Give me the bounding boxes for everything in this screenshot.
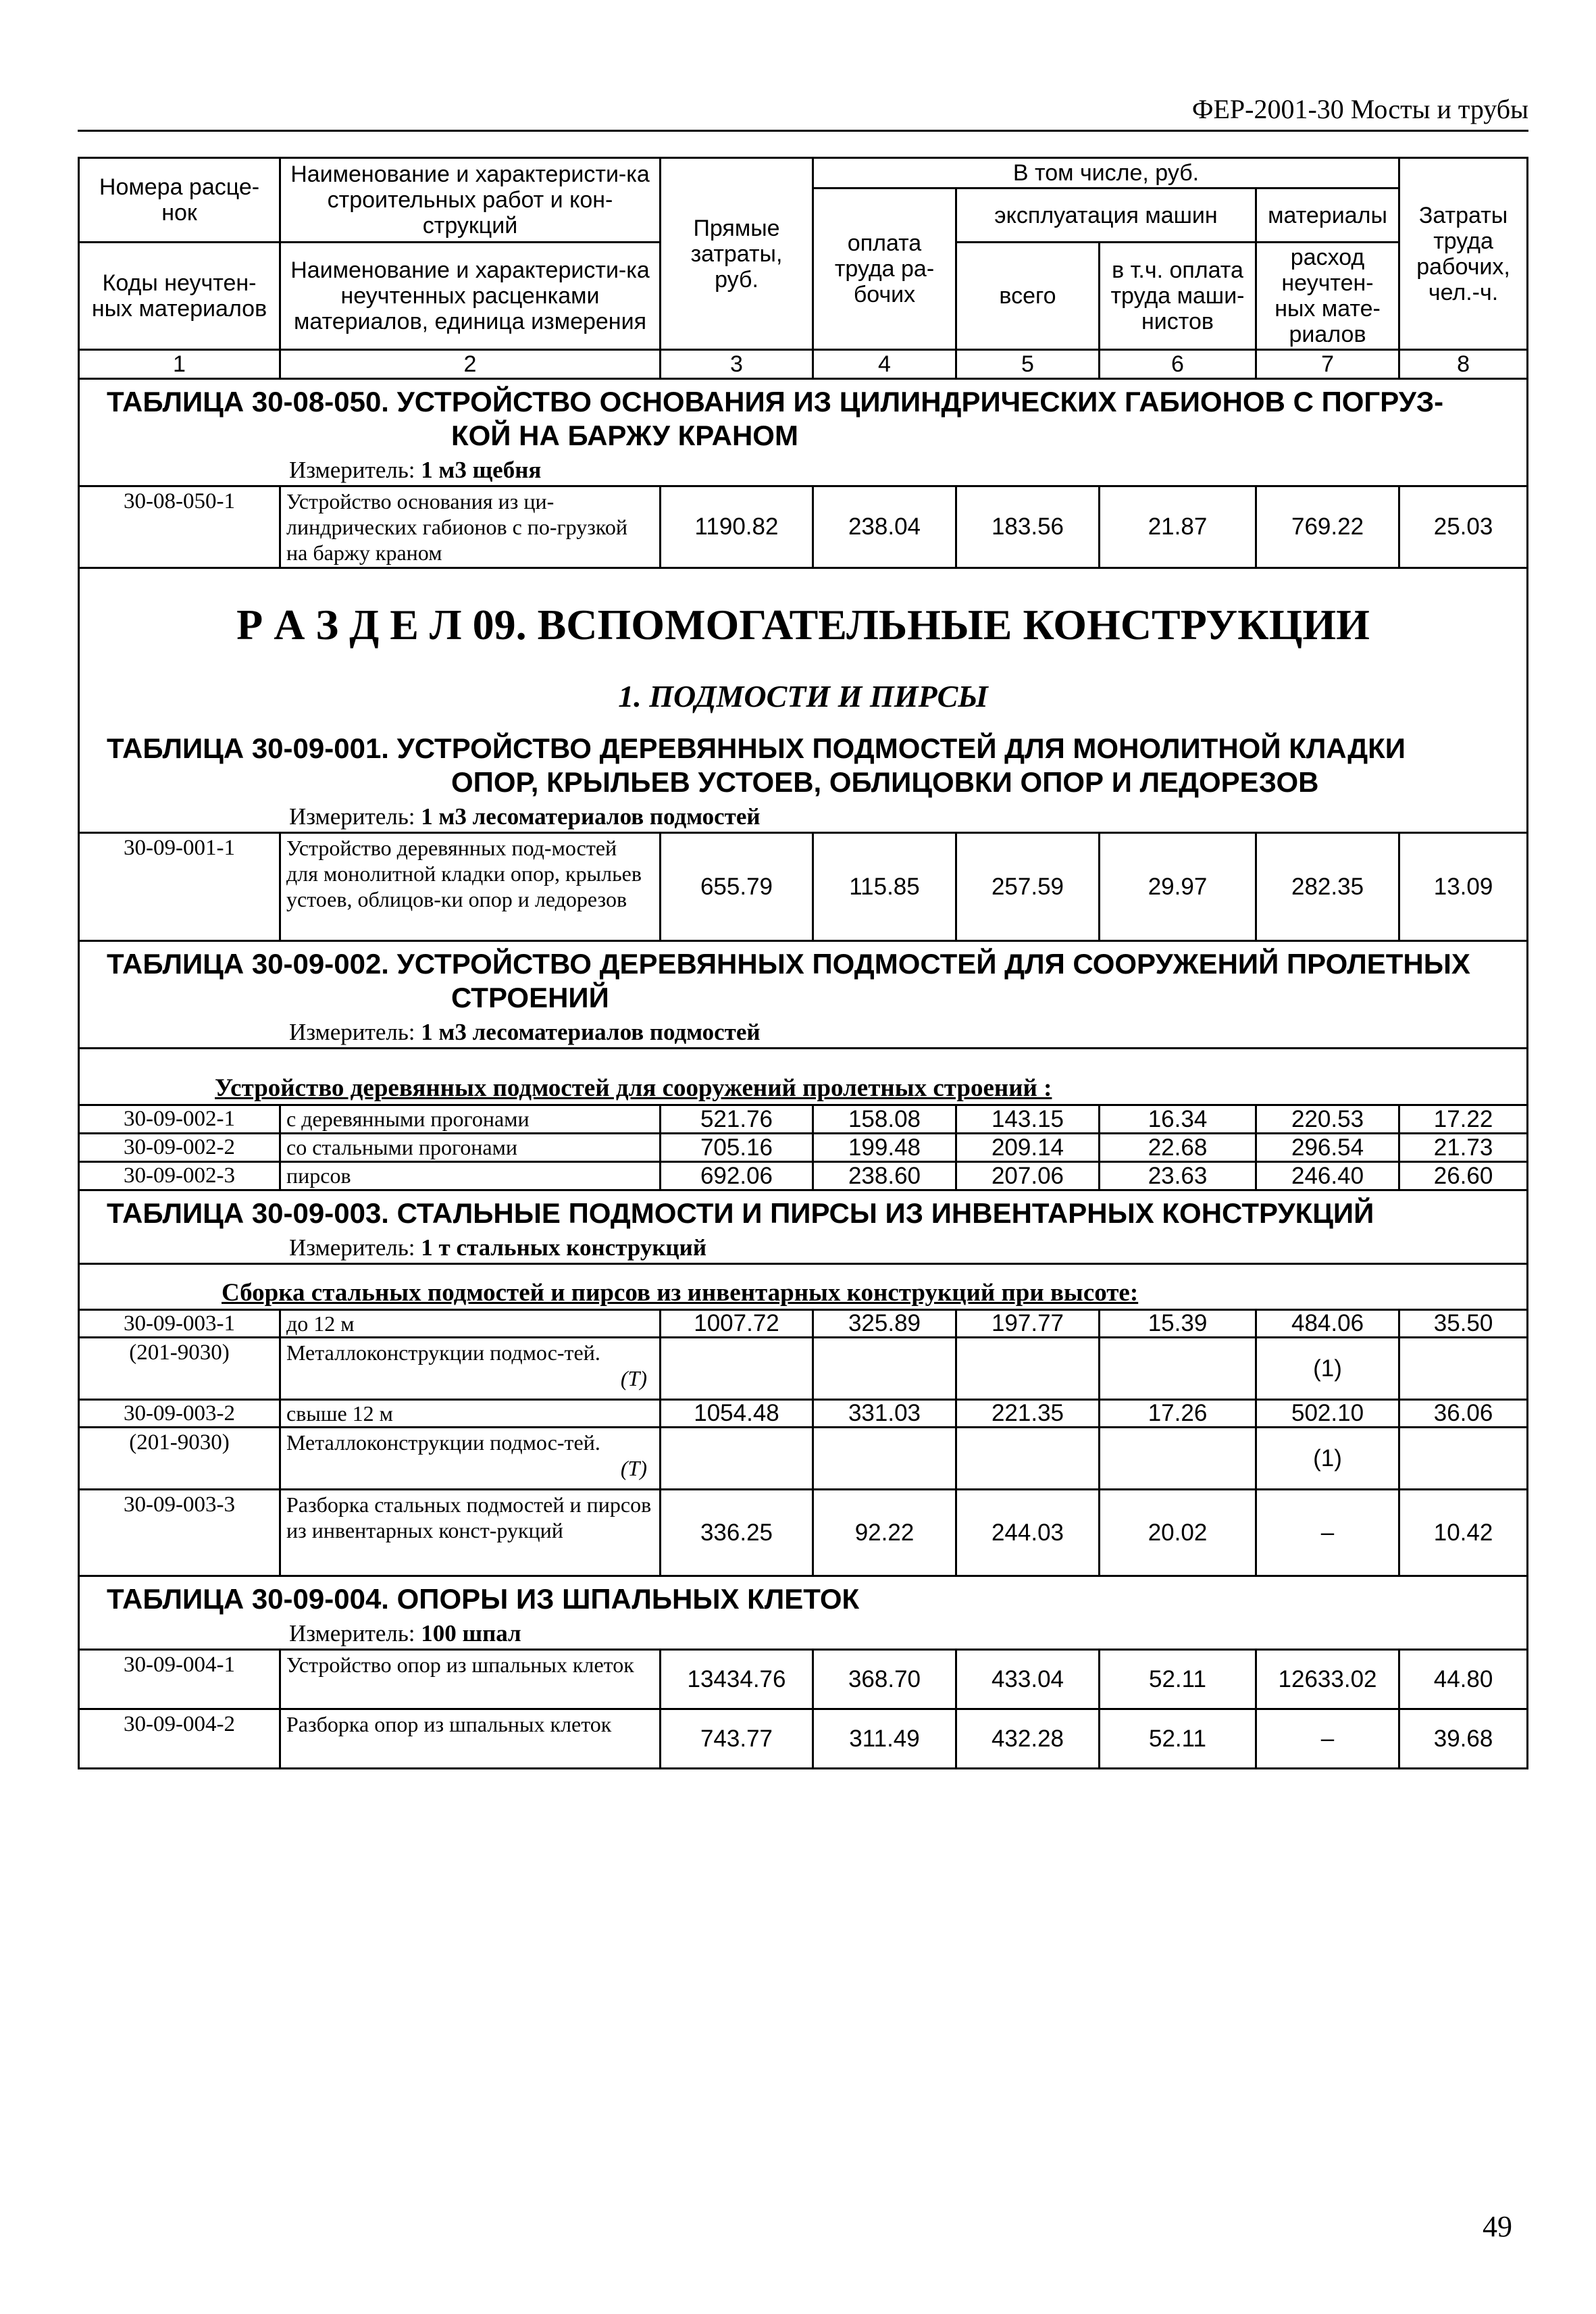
table-row bbox=[79, 1400, 1528, 1428]
labor-hours: 44.80 bbox=[1399, 1650, 1528, 1709]
measure-label: Измеритель: bbox=[289, 803, 415, 830]
material-cost: 220.53 bbox=[1256, 1105, 1399, 1134]
section-title: Р А З Д Е Л 09. ВСПОМОГАТЕЛЬНЫЕ КОНСТРУКЦИИ bbox=[79, 568, 1528, 652]
labor-cost: 199.48 bbox=[813, 1134, 956, 1162]
machine-cost: 143.15 bbox=[956, 1105, 1100, 1134]
table-title-line: ОПОР, КРЫЛЬЕВ УСТОЕВ, ОБЛИЦОВКИ ОПОР И ЛЕДОРЕЗОВ bbox=[451, 766, 1319, 798]
table-row bbox=[79, 1490, 1528, 1576]
rate-description: Устройство опор из шпальных клеток bbox=[280, 1650, 661, 1709]
subsection-title: 1. ПОДМОСТИ И ПИРСЫ bbox=[79, 651, 1528, 715]
table-title-line: СТРОЕНИЙ bbox=[451, 982, 609, 1013]
rate-description: пирсов bbox=[280, 1162, 661, 1190]
direct-cost: 705.16 bbox=[661, 1134, 813, 1162]
table-title-line: ТАБЛИЦА 30-08-050. УСТРОЙСТВО ОСНОВАНИЯ ИЗ ЦИЛИНДРИЧЕСКИХ ГАБИОНОВ С ПОГРУЗ- bbox=[107, 386, 1444, 418]
material-quantity: (1) bbox=[1256, 1338, 1399, 1400]
direct-cost: 336.25 bbox=[661, 1490, 813, 1576]
col-number: 4 bbox=[813, 350, 956, 379]
machine-cost: 257.59 bbox=[956, 833, 1100, 941]
material-code: (201-9030) bbox=[79, 1338, 280, 1400]
machine-cost: 183.56 bbox=[956, 486, 1100, 568]
header-col4: оплата труда ра-бочих bbox=[813, 188, 956, 350]
machine-cost: 209.14 bbox=[956, 1134, 1100, 1162]
col-number: 1 bbox=[79, 350, 280, 379]
material-quantity: (1) bbox=[1256, 1428, 1399, 1490]
rate-code: 30-08-050-1 bbox=[79, 486, 280, 568]
rate-description: Разборка опор из шпальных клеток bbox=[280, 1709, 661, 1769]
labor-hours: 25.03 bbox=[1399, 486, 1528, 568]
material-code: (201-9030) bbox=[79, 1428, 280, 1490]
header-col1-bottom: Коды неучтен-ных материалов bbox=[79, 243, 280, 350]
labor-hours: 39.68 bbox=[1399, 1709, 1528, 1769]
rate-code: 30-09-004-2 bbox=[79, 1709, 280, 1769]
machine-labor-cost: 23.63 bbox=[1100, 1162, 1256, 1190]
header-col5: всего bbox=[956, 243, 1100, 350]
machine-labor-cost: 52.11 bbox=[1100, 1709, 1256, 1769]
machine-labor-cost: 16.34 bbox=[1100, 1105, 1256, 1134]
measure bbox=[79, 1619, 1528, 1650]
table-row bbox=[79, 1162, 1528, 1190]
direct-cost: 1054.48 bbox=[661, 1400, 813, 1428]
table-title bbox=[79, 715, 1528, 802]
table-title-line: КОЙ НА БАРЖУ КРАНОМ bbox=[451, 420, 798, 451]
labor-hours: 36.06 bbox=[1399, 1400, 1528, 1428]
material-cost: 282.35 bbox=[1256, 833, 1399, 941]
material-cost: – bbox=[1256, 1490, 1399, 1576]
rate-code: 30-09-003-2 bbox=[79, 1400, 280, 1428]
measure-label: Измеритель: bbox=[289, 457, 415, 483]
table-row bbox=[79, 833, 1528, 941]
col-number: 6 bbox=[1100, 350, 1256, 379]
labor-cost: 325.89 bbox=[813, 1310, 956, 1338]
rate-description: со стальными прогонами bbox=[280, 1134, 661, 1162]
header-col2-bottom: Наименование и характеристи-ка неучтенных расценками материалов, единица измерения bbox=[280, 243, 661, 350]
measure-value: 1 м3 лесоматериалов подмостей bbox=[421, 803, 761, 830]
rate-code: 30-09-004-1 bbox=[79, 1650, 280, 1709]
col-number: 8 bbox=[1399, 350, 1528, 379]
header-materials: материалы bbox=[1256, 188, 1399, 243]
machine-cost: 197.77 bbox=[956, 1310, 1100, 1338]
page-number: 49 bbox=[1483, 2210, 1512, 2243]
header-col1-top: Номера расце-нок bbox=[79, 158, 280, 243]
measure-label: Измеритель: bbox=[289, 1019, 415, 1045]
rate-description: Устройство деревянных под-мостей для монолитной кладки опор, крыльев устоев, облицов-ки опор и ледорезов bbox=[280, 833, 661, 941]
rate-description: свыше 12 м bbox=[280, 1400, 661, 1428]
labor-cost: 368.70 bbox=[813, 1650, 956, 1709]
machine-labor-cost: 15.39 bbox=[1100, 1310, 1256, 1338]
col-number: 5 bbox=[956, 350, 1100, 379]
material-cost: 502.10 bbox=[1256, 1400, 1399, 1428]
labor-hours: 10.42 bbox=[1399, 1490, 1528, 1576]
rate-description: Разборка стальных подмостей и пирсов из инвентарных конст-рукций bbox=[280, 1490, 661, 1576]
rate-code: 30-09-001-1 bbox=[79, 833, 280, 941]
machine-labor-cost: 17.26 bbox=[1100, 1400, 1256, 1428]
direct-cost: 1190.82 bbox=[661, 486, 813, 568]
machine-labor-cost: 21.87 bbox=[1100, 486, 1256, 568]
table-title bbox=[79, 1190, 1528, 1234]
measure-value: 100 шпал bbox=[421, 1620, 521, 1646]
machine-labor-cost: 52.11 bbox=[1100, 1650, 1256, 1709]
rate-description: с деревянными прогонами bbox=[280, 1105, 661, 1134]
labor-hours: 21.73 bbox=[1399, 1134, 1528, 1162]
measure-label: Измеритель: bbox=[289, 1620, 415, 1646]
page-header: ФЕР-2001-30 Мосты и трубы bbox=[1191, 94, 1528, 124]
measure-value: 1 м3 лесоматериалов подмостей bbox=[421, 1019, 761, 1045]
labor-hours: 26.60 bbox=[1399, 1162, 1528, 1190]
labor-cost: 92.22 bbox=[813, 1490, 956, 1576]
labor-cost: 238.60 bbox=[813, 1162, 956, 1190]
rate-code: 30-09-003-3 bbox=[79, 1490, 280, 1576]
rate-code: 30-09-002-2 bbox=[79, 1134, 280, 1162]
material-description bbox=[280, 1428, 661, 1490]
measure bbox=[79, 802, 1528, 833]
labor-hours: 13.09 bbox=[1399, 833, 1528, 941]
material-cost: – bbox=[1256, 1709, 1399, 1769]
subheading: Сборка стальных подмостей и пирсов из инвентарных конструкций при высоте: bbox=[79, 1264, 1528, 1310]
subheading: Устройство деревянных подмостей для сооружений пролетных строений : bbox=[79, 1049, 1528, 1105]
material-description bbox=[280, 1338, 661, 1400]
direct-cost: 692.06 bbox=[661, 1162, 813, 1190]
header-col8: Затраты труда рабочих, чел.-ч. bbox=[1399, 158, 1528, 350]
rate-code: 30-09-002-1 bbox=[79, 1105, 280, 1134]
machine-labor-cost: 29.97 bbox=[1100, 833, 1256, 941]
table-title bbox=[79, 379, 1528, 456]
header-col7: расход неучтен-ных мате-риалов bbox=[1256, 243, 1399, 350]
measure bbox=[79, 1017, 1528, 1049]
col-number: 3 bbox=[661, 350, 813, 379]
direct-cost: 655.79 bbox=[661, 833, 813, 941]
labor-cost: 238.04 bbox=[813, 486, 956, 568]
table-row bbox=[79, 1650, 1528, 1709]
machine-cost: 221.35 bbox=[956, 1400, 1100, 1428]
table-row bbox=[79, 1105, 1528, 1134]
direct-cost: 13434.76 bbox=[661, 1650, 813, 1709]
table-title-line: ТАБЛИЦА 30-09-002. УСТРОЙСТВО ДЕРЕВЯННЫХ ПОДМОСТЕЙ ДЛЯ СООРУЖЕНИЙ ПРОЛЕТНЫХ bbox=[107, 948, 1470, 980]
table-title-line: ТАБЛИЦА 30-09-001. УСТРОЙСТВО ДЕРЕВЯННЫХ ПОДМОСТЕЙ ДЛЯ МОНОЛИТНОЙ КЛАДКИ bbox=[107, 732, 1406, 764]
unit-flag: (Т) bbox=[620, 1456, 647, 1480]
rate-description: до 12 м bbox=[280, 1310, 661, 1338]
header-group: В том числе, руб. bbox=[813, 158, 1399, 188]
material-row bbox=[79, 1428, 1528, 1490]
table-title bbox=[79, 941, 1528, 1018]
material-name: Металлоконструкции подмос-тей. bbox=[286, 1340, 600, 1365]
labor-cost: 311.49 bbox=[813, 1709, 956, 1769]
header-col3: Прямые затраты, руб. bbox=[661, 158, 813, 350]
machine-cost: 244.03 bbox=[956, 1490, 1100, 1576]
machine-labor-cost: 22.68 bbox=[1100, 1134, 1256, 1162]
rate-code: 30-09-003-1 bbox=[79, 1310, 280, 1338]
rates-table bbox=[78, 157, 1528, 1769]
direct-cost: 743.77 bbox=[661, 1709, 813, 1769]
table-title-line: ТАБЛИЦА 30-09-003. СТАЛЬНЫЕ ПОДМОСТИ И ПИРСЫ ИЗ ИНВЕНТАРНЫХ КОНСТРУКЦИЙ bbox=[107, 1197, 1374, 1229]
labor-hours: 35.50 bbox=[1399, 1310, 1528, 1338]
machine-cost: 207.06 bbox=[956, 1162, 1100, 1190]
material-cost: 296.54 bbox=[1256, 1134, 1399, 1162]
table-row bbox=[79, 1310, 1528, 1338]
table-row bbox=[79, 1709, 1528, 1769]
table-title bbox=[79, 1576, 1528, 1619]
header-machines: эксплуатация машин bbox=[956, 188, 1256, 243]
table-row bbox=[79, 1134, 1528, 1162]
machine-labor-cost: 20.02 bbox=[1100, 1490, 1256, 1576]
material-cost: 246.40 bbox=[1256, 1162, 1399, 1190]
header-rule bbox=[78, 130, 1528, 132]
measure bbox=[79, 1233, 1528, 1264]
material-cost: 484.06 bbox=[1256, 1310, 1399, 1338]
direct-cost: 1007.72 bbox=[661, 1310, 813, 1338]
material-row bbox=[79, 1338, 1528, 1400]
material-cost: 769.22 bbox=[1256, 486, 1399, 568]
rate-description: Устройство основания из ци-линдрических габионов с по-грузкой на баржу краном bbox=[280, 486, 661, 568]
direct-cost: 521.76 bbox=[661, 1105, 813, 1134]
measure-label: Измеритель: bbox=[289, 1234, 415, 1261]
measure-value: 1 м3 щебня bbox=[421, 457, 542, 483]
col-number: 7 bbox=[1256, 350, 1399, 379]
measure-value: 1 т стальных конструкций bbox=[421, 1234, 706, 1261]
labor-cost: 331.03 bbox=[813, 1400, 956, 1428]
table-title-line: ТАБЛИЦА 30-09-004. ОПОРЫ ИЗ ШПАЛЬНЫХ КЛЕТОК bbox=[107, 1583, 860, 1615]
col-number: 2 bbox=[280, 350, 661, 379]
machine-cost: 433.04 bbox=[956, 1650, 1100, 1709]
rate-code: 30-09-002-3 bbox=[79, 1162, 280, 1190]
material-cost: 12633.02 bbox=[1256, 1650, 1399, 1709]
machine-cost: 432.28 bbox=[956, 1709, 1100, 1769]
unit-flag: (Т) bbox=[620, 1366, 647, 1390]
table-row bbox=[79, 486, 1528, 568]
labor-cost: 158.08 bbox=[813, 1105, 956, 1134]
measure bbox=[79, 455, 1528, 486]
labor-hours: 17.22 bbox=[1399, 1105, 1528, 1134]
material-name: Металлоконструкции подмос-тей. bbox=[286, 1430, 600, 1455]
header-col2-top: Наименование и характеристи-ка строительных работ и кон-струкций bbox=[280, 158, 661, 243]
header-col6: в т.ч. оплата труда маши-нистов bbox=[1100, 243, 1256, 350]
labor-cost: 115.85 bbox=[813, 833, 956, 941]
